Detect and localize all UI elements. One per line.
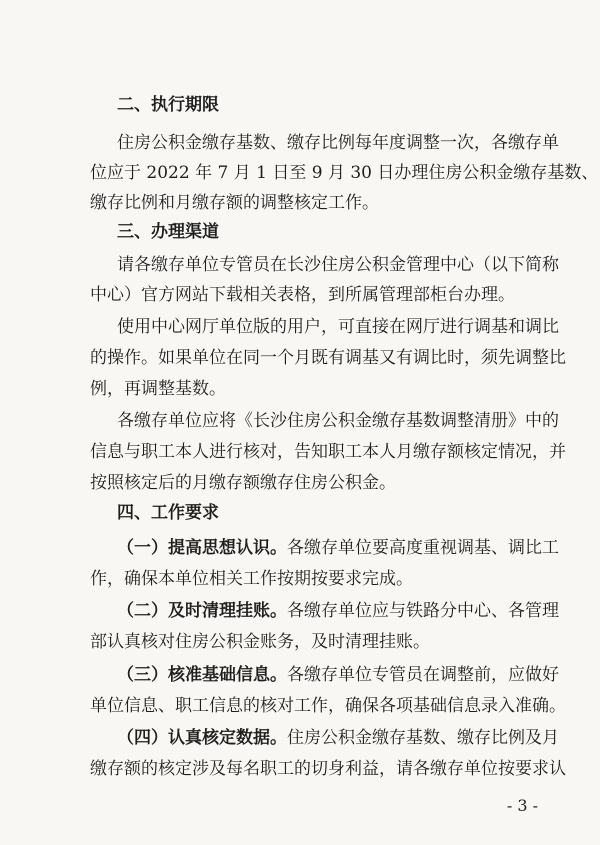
paragraph-line: 例，再调整基数。 xyxy=(90,379,226,399)
paragraph-line: 缴存额的核定涉及每名职工的切身利益，请各缴存单位按要求认 xyxy=(90,759,566,779)
paragraph-line: 住房公积金缴存基数、缴存比例每年度调整一次，各缴存单 xyxy=(117,133,559,153)
paragraph-line: 按照核定后的月缴存额缴存住房公积金。 xyxy=(90,473,396,493)
paragraph-line: 作，确保本单位相关工作按期按要求完成。 xyxy=(90,569,413,589)
requirement-2-text: 各缴存单位应与铁路分中心、各管理 xyxy=(287,601,559,621)
requirement-4-line xyxy=(117,728,559,748)
paragraph-line: 使用中心网厅单位版的用户，可直接在网厅进行调基和调比 xyxy=(117,317,559,337)
section-heading-2: 二、执行期限 xyxy=(117,95,219,115)
requirement-1-line xyxy=(117,538,559,558)
requirement-3-line xyxy=(117,665,559,685)
paragraph-line: 信息与职工本人进行核对，告知职工本人月缴存额核定情况，并 xyxy=(90,442,566,462)
paragraph-line: 请各缴存单位专管员在长沙住房公积金管理中心（以下简称 xyxy=(117,255,559,275)
requirement-2-lead: （二）及时清理挂账。 xyxy=(117,601,287,621)
requirement-1-text: 各缴存单位要高度重视调基、调比工 xyxy=(287,538,559,558)
section-heading-3: 三、办理渠道 xyxy=(117,222,219,242)
paragraph-line: 缴存比例和月缴存额的调整核定工作。 xyxy=(90,193,379,213)
paragraph-line: 中心）官方网站下载相关表格，到所属管理部柜台办理。 xyxy=(90,285,515,305)
paragraph-line: 位应于 2022 年 7 月 1 日至 9 月 30 日办理住房公积金缴存基数、 xyxy=(90,163,599,183)
requirement-4-lead: （四）认真核定数据。 xyxy=(117,728,287,748)
paragraph-line: 部认真核对住房公积金账务，及时清理挂账。 xyxy=(90,632,430,652)
requirement-4-text: 住房公积金缴存基数、缴存比例及月 xyxy=(287,728,559,748)
paragraph-line: 各缴存单位应将《长沙住房公积金缴存基数调整清册》中的 xyxy=(117,411,559,431)
requirement-2-line xyxy=(117,601,559,621)
section-heading-4: 四、工作要求 xyxy=(117,503,219,523)
requirement-3-lead: （三）核准基础信息。 xyxy=(117,665,287,685)
paragraph-line: 单位信息、职工信息的核对工作，确保各项基础信息录入准确。 xyxy=(90,696,566,716)
paragraph-line: 的操作。如果单位在同一个月既有调基又有调比时，须先调整比 xyxy=(90,348,566,368)
requirement-1-lead: （一）提高思想认识。 xyxy=(117,538,287,558)
page-number: - 3 - xyxy=(506,796,538,815)
requirement-3-text: 各缴存单位专管员在调整前，应做好 xyxy=(287,665,559,685)
